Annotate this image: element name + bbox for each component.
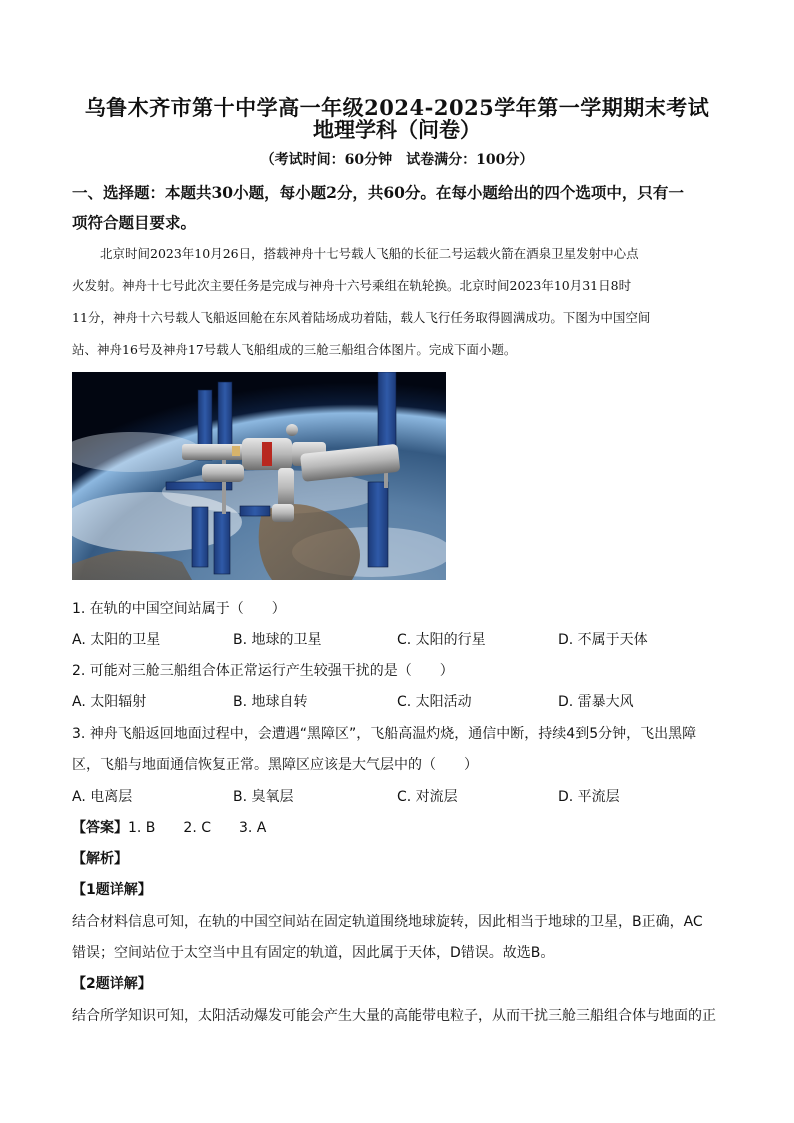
question-3-option-a: A. 电离层 <box>72 789 133 805</box>
material-line-3: 11分，神舟十六号载人飞船返回舱在东风着陆场成功着陆，载人飞行任务取得圆满成功。下图为中国空间 <box>72 310 651 325</box>
analysis-q1-label: 【1题详解】 <box>72 882 152 898</box>
question-1-option-a: A. 太阳的卫星 <box>72 632 161 648</box>
question-1-option-b: B. 地球的卫星 <box>233 632 322 648</box>
analysis-label: 【解析】 <box>72 851 128 867</box>
material-line-4: 站、神舟16号及神舟17号载人飞船组成的三舱三船组合体图片。完成下面小题。 <box>72 342 517 357</box>
analysis-q2-label: 【2题详解】 <box>72 976 152 992</box>
exam-info: （考试时间：60分钟 试卷满分：100分） <box>260 152 534 168</box>
question-3-option-d: D. 平流层 <box>558 789 620 805</box>
question-1-stem: 1. 在轨的中国空间站属于（ ） <box>72 601 286 617</box>
question-2-option-a: A. 太阳辐射 <box>72 694 147 710</box>
question-3-stem-line2: 区，飞船与地面通信恢复正常。黑障区应该是大气层中的（ ） <box>72 757 478 773</box>
question-1-option-d: D. 不属于天体 <box>558 632 648 648</box>
question-3-stem-line1: 3. 神舟飞船返回地面过程中，会遭遇“黑障区”，飞船高温灼烧，通信中断，持续4到5分钟，飞出黑障 <box>72 726 697 742</box>
section-heading-line1: 一、选择题：本题共30小题，每小题2分，共60分。在每小题给出的四个选项中，只有一 <box>72 183 684 202</box>
analysis-q1-line1: 结合材料信息可知，在轨的中国空间站在固定轨道围绕地球旋转，因此相当于地球的卫星，B正确，AC <box>72 914 703 930</box>
section-heading-line2: 项符合题目要求。 <box>72 213 197 232</box>
subject-title: 地理学科（问卷） <box>313 117 481 142</box>
question-1-option-c: C. 太阳的行星 <box>397 632 486 648</box>
question-2-option-c: C. 太阳活动 <box>397 694 472 710</box>
question-2-option-d: D. 雷暴大风 <box>558 694 634 710</box>
material-line-1: 北京时间2023年10月26日，搭载神舟十七号载人飞船的长征二号运载火箭在酒泉卫星发射中心点 <box>100 246 639 261</box>
exam-title: 乌鲁木齐市第十中学高一年级2024-2025学年第一学期期末考试 <box>84 95 710 120</box>
question-3-option-b: B. 臭氧层 <box>233 789 294 805</box>
material-line-2: 火发射。神舟十七号此次主要任务是完成与神舟十六号乘组在轨轮换。北京时间2023年10月31日8时 <box>72 278 632 293</box>
question-2-option-b: B. 地球自转 <box>233 694 308 710</box>
space-station-photo <box>72 372 446 580</box>
analysis-q2-line1: 结合所学知识可知，太阳活动爆发可能会产生大量的高能带电粒子，从而干扰三舱三船组合体与地面的正 <box>72 1008 716 1024</box>
question-3-option-c: C. 对流层 <box>397 789 458 805</box>
answer-row <box>72 817 732 837</box>
question-2-stem: 2. 可能对三舱三船组合体正常运行产生较强干扰的是（ ） <box>72 663 454 679</box>
answer-label: 【答案】 <box>72 820 128 836</box>
analysis-q1-line2: 错误；空间站位于太空当中且有固定的轨道，因此属于天体，D错误。故选B。 <box>72 945 555 961</box>
answer-text: 1. B 2. C 3. A <box>128 820 267 836</box>
